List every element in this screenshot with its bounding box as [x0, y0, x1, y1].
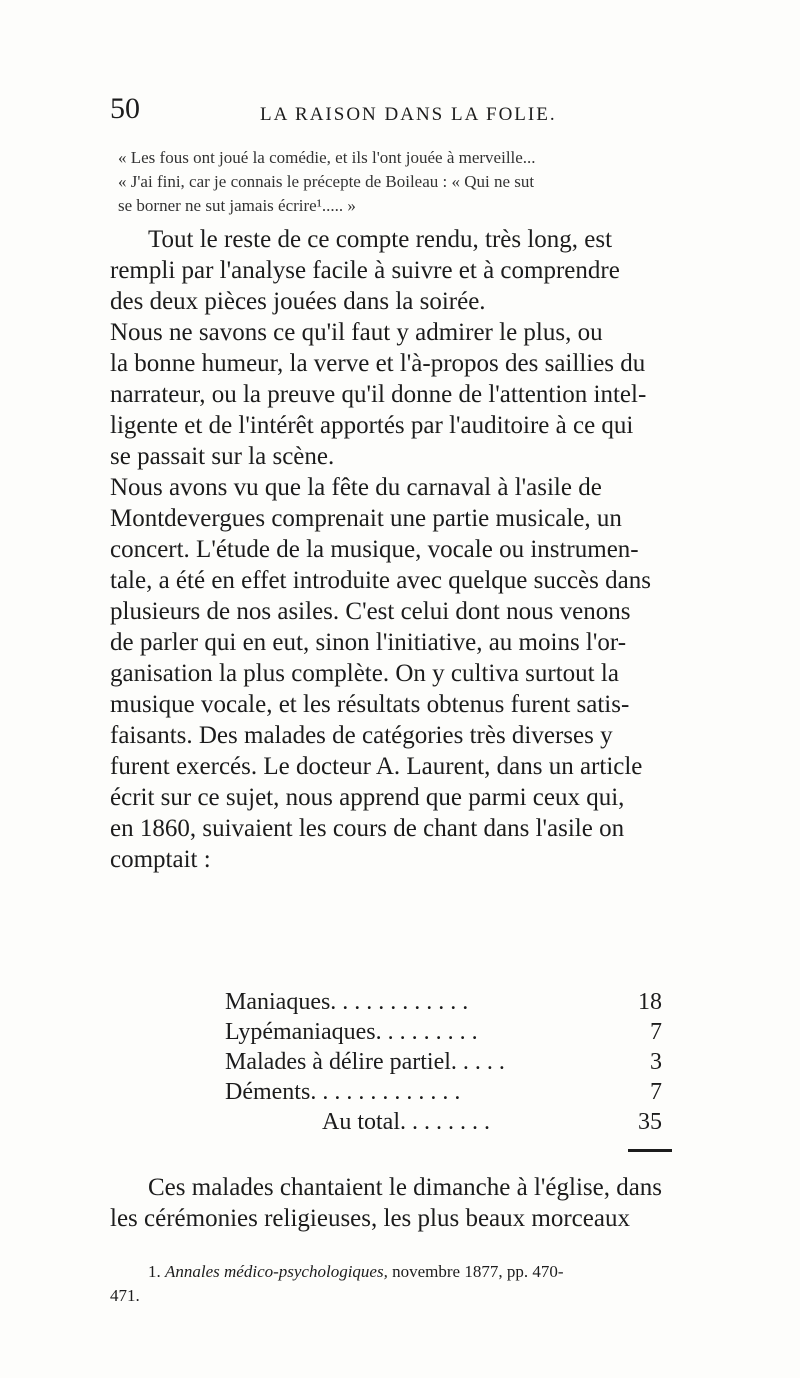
tally-row — [225, 1047, 662, 1077]
tally-label: Malades à délire partiel. . . . . — [225, 1049, 505, 1075]
body-text — [110, 224, 678, 875]
body-line: les cérémonies religieuses, les plus beaux morceaux — [110, 1205, 630, 1232]
quote-line: se borner ne sut jamais écrire¹..... » — [118, 196, 356, 215]
continuation-text — [110, 1172, 678, 1234]
tally-count: 7 — [650, 1079, 662, 1105]
body-line: en 1860, suivaient les cours de chant dans l'asile on — [110, 815, 625, 842]
body-line: faisants. Des malades de catégories très diverses y — [110, 722, 613, 749]
footnote-number: 1. — [148, 1262, 161, 1281]
footnote-citation: novembre 1877, pp. 470- — [387, 1262, 564, 1281]
tally-row — [225, 987, 662, 1017]
body-line: rempli par l'analyse facile à suivre et à comprendre — [110, 257, 620, 284]
body-line: plusieurs de nos asiles. C'est celui dont nous venons — [110, 598, 631, 625]
quote-line: « J'ai fini, car je connais le précepte de Boileau : « Qui ne sut — [118, 172, 535, 191]
tally-count: 7 — [650, 1019, 662, 1045]
body-line: tale, a été en effet introduite avec quelque succès dans — [110, 567, 651, 594]
patient-tally-table — [225, 987, 662, 1137]
total-rule — [628, 1149, 672, 1152]
body-line: Montdevergues comprenait une partie musicale, un — [110, 505, 622, 532]
footnote-journal-title: Annales médico-psychologiques, — [165, 1262, 388, 1281]
body-line: se passait sur la scène. — [110, 443, 335, 470]
body-line: ganisation la plus complète. On y cultiva surtout la — [110, 660, 619, 687]
footnote-continuation: 471. — [110, 1286, 140, 1305]
body-line: Nous ne savons ce qu'il faut y admirer le plus, ou — [110, 319, 603, 346]
body-line: la bonne humeur, la verve et l'à-propos des saillies du — [110, 350, 646, 377]
tally-label: Déments. . . . . . . . . . . . . — [225, 1079, 461, 1105]
running-head: LA RAISON DANS LA FOLIE. — [260, 104, 557, 125]
footnote — [110, 1260, 678, 1308]
body-line: écrit sur ce sujet, nous apprend que parmi ceux qui, — [110, 784, 625, 811]
body-line: de parler qui en eut, sinon l'initiative, au moins l'or- — [110, 629, 627, 656]
tally-row — [225, 1017, 662, 1047]
body-line: musique vocale, et les résultats obtenus furent satis- — [110, 691, 630, 718]
footnote-line — [110, 1260, 678, 1284]
body-line: comptait : — [110, 846, 211, 873]
body-line: Ces malades chantaient le dimanche à l'église, dans — [148, 1174, 663, 1201]
body-line: des deux pièces jouées dans la soirée. — [110, 288, 486, 315]
tally-total-label: Au total. . . . . . . . — [322, 1109, 490, 1135]
quote-line: « Les fous ont joué la comédie, et ils l'ont jouée à merveille... — [118, 148, 536, 167]
body-line: Nous avons vu que la fête du carnaval à l'asile de — [110, 474, 602, 501]
tally-label: Maniaques. . . . . . . . . . . . — [225, 989, 469, 1015]
body-line: furent exercés. Le docteur A. Laurent, dans un article — [110, 753, 643, 780]
body-line: ligente et de l'intérêt apportés par l'auditoire à ce qui — [110, 412, 634, 439]
page-header — [110, 92, 670, 132]
tally-label: Lypémaniaques. . . . . . . . . — [225, 1019, 478, 1045]
body-line: Tout le reste de ce compte rendu, très long, est — [148, 226, 613, 253]
quotation-block — [118, 146, 678, 218]
page-number: 50 — [110, 92, 140, 125]
tally-row — [225, 1077, 662, 1107]
tally-total-row — [225, 1107, 662, 1137]
tally-total-count: 35 — [638, 1109, 662, 1135]
body-line: concert. L'étude de la musique, vocale ou instrumen- — [110, 536, 639, 563]
body-line: narrateur, ou la preuve qu'il donne de l'attention intel- — [110, 381, 647, 408]
tally-count: 3 — [650, 1049, 662, 1075]
tally-count: 18 — [638, 989, 662, 1015]
